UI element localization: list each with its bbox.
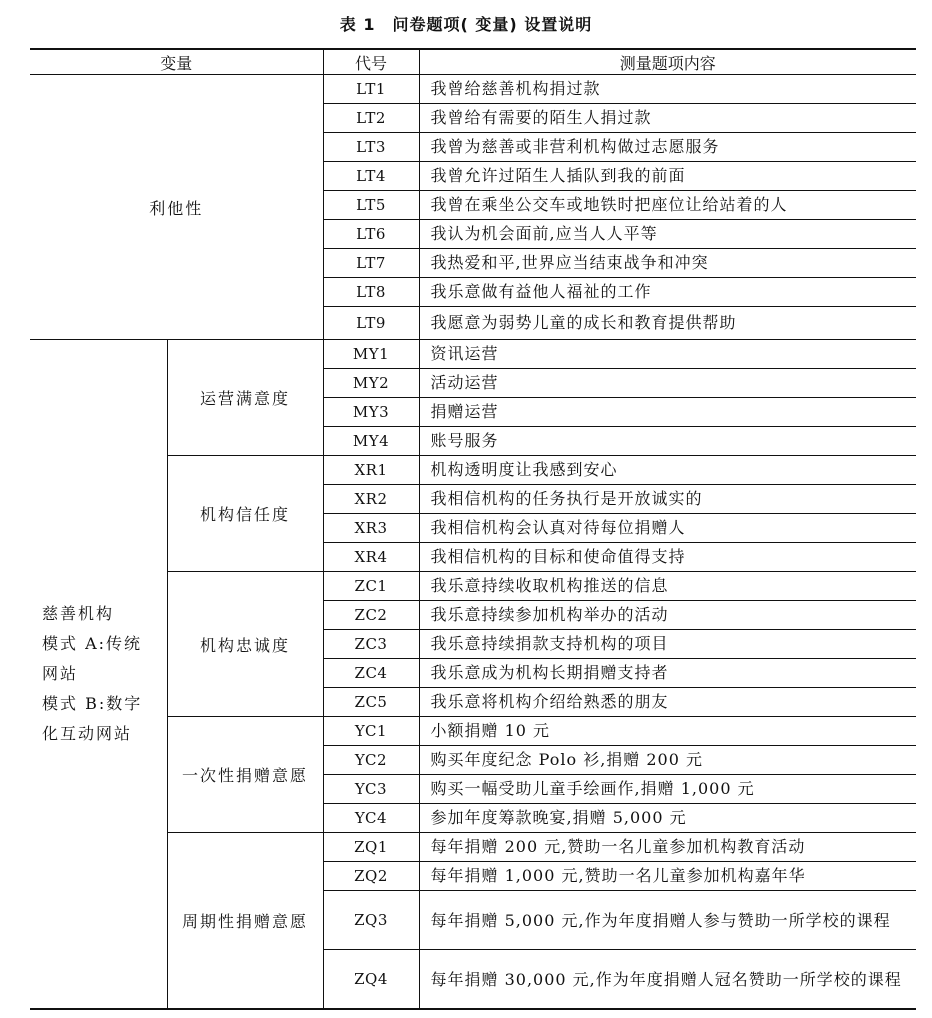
- item-code: XR2: [323, 485, 419, 514]
- item-code: LT7: [323, 249, 419, 278]
- item-text: 我乐意将机构介绍给熟悉的朋友: [419, 688, 916, 717]
- item-code: MY3: [323, 398, 419, 427]
- table-title: 表 1 问卷题项( 变量) 设置说明: [339, 15, 593, 34]
- item-text: 购买一幅受助儿童手绘画作,捐赠 1,000 元: [419, 775, 916, 804]
- item-code: YC4: [323, 804, 419, 833]
- variable-altruism: 利他性: [30, 75, 323, 340]
- item-code: MY4: [323, 427, 419, 456]
- item-text: 我愿意为弱势儿童的成长和教育提供帮助: [419, 307, 916, 340]
- table-row: [30, 340, 916, 369]
- item-text: 购买年度纪念 Polo 衫,捐赠 200 元: [419, 746, 916, 775]
- item-code: YC1: [323, 717, 419, 746]
- item-text: 每年捐赠 5,000 元,作为年度捐赠人参与赞助一所学校的课程: [419, 891, 916, 950]
- item-text: 我曾允许过陌生人插队到我的前面: [419, 162, 916, 191]
- table-row: [30, 75, 916, 104]
- variable-label-line: 化互动网站: [42, 724, 133, 743]
- item-code: ZC4: [323, 659, 419, 688]
- item-text: 捐赠运营: [419, 398, 916, 427]
- item-code: ZC2: [323, 601, 419, 630]
- variable-label-line: 模式 A:传统: [42, 634, 143, 653]
- group-label: 机构信任度: [167, 456, 323, 572]
- item-code: LT3: [323, 133, 419, 162]
- item-text: 小额捐赠 10 元: [419, 717, 916, 746]
- item-text: 我乐意持续捐款支持机构的项目: [419, 630, 916, 659]
- item-code: ZC3: [323, 630, 419, 659]
- item-code: ZQ4: [323, 950, 419, 1010]
- item-text: 我相信机构会认真对待每位捐赠人: [419, 514, 916, 543]
- item-code: YC3: [323, 775, 419, 804]
- table-body: [30, 75, 916, 1010]
- group-label: 机构忠诚度: [167, 572, 323, 717]
- group-label: 一次性捐赠意愿: [167, 717, 323, 833]
- questionnaire-table: [30, 48, 916, 1010]
- item-text: 我曾给有需要的陌生人捐过款: [419, 104, 916, 133]
- header-row: [30, 49, 916, 75]
- item-text: 我相信机构的目标和使命值得支持: [419, 543, 916, 572]
- item-code: LT4: [323, 162, 419, 191]
- item-text: 机构透明度让我感到安心: [419, 456, 916, 485]
- header-variable: 变量: [30, 49, 323, 75]
- group-label: 周期性捐赠意愿: [167, 833, 323, 1010]
- item-text: 每年捐赠 30,000 元,作为年度捐赠人冠名赞助一所学校的课程: [419, 950, 916, 1010]
- item-code: MY2: [323, 369, 419, 398]
- item-text: 每年捐赠 1,000 元,赞助一名儿童参加机构嘉年华: [419, 862, 916, 891]
- item-text: 我曾给慈善机构捐过款: [419, 75, 916, 104]
- variable-label-line: 慈善机构: [42, 604, 115, 623]
- item-code: LT2: [323, 104, 419, 133]
- item-code: XR3: [323, 514, 419, 543]
- item-text: 账号服务: [419, 427, 916, 456]
- item-text: 我乐意做有益他人福祉的工作: [419, 278, 916, 307]
- item-code: YC2: [323, 746, 419, 775]
- item-code: LT9: [323, 307, 419, 340]
- item-code: ZQ1: [323, 833, 419, 862]
- variable-charity-website: [30, 340, 167, 1010]
- item-text: 我曾为慈善或非营利机构做过志愿服务: [419, 133, 916, 162]
- item-code: LT1: [323, 75, 419, 104]
- item-code: LT6: [323, 220, 419, 249]
- item-text: 我乐意持续参加机构举办的活动: [419, 601, 916, 630]
- item-code: XR1: [323, 456, 419, 485]
- item-code: ZQ3: [323, 891, 419, 950]
- item-text: 每年捐赠 200 元,赞助一名儿童参加机构教育活动: [419, 833, 916, 862]
- item-text: 活动运营: [419, 369, 916, 398]
- item-text: 我相信机构的任务执行是开放诚实的: [419, 485, 916, 514]
- variable-label-line: 网站: [42, 664, 79, 683]
- item-text: 我乐意成为机构长期捐赠支持者: [419, 659, 916, 688]
- group-label: 运营满意度: [167, 340, 323, 456]
- item-text: 资讯运营: [419, 340, 916, 369]
- item-code: ZC5: [323, 688, 419, 717]
- header-content: 测量题项内容: [419, 49, 916, 75]
- item-text: 我乐意持续收取机构推送的信息: [419, 572, 916, 601]
- item-code: XR4: [323, 543, 419, 572]
- variable-label-line: 模式 B:数字: [42, 694, 143, 713]
- item-code: ZC1: [323, 572, 419, 601]
- item-text: 我热爱和平,世界应当结束战争和冲突: [419, 249, 916, 278]
- item-text: 参加年度筹款晚宴,捐赠 5,000 元: [419, 804, 916, 833]
- item-code: MY1: [323, 340, 419, 369]
- header-code: 代号: [323, 49, 419, 75]
- item-code: LT8: [323, 278, 419, 307]
- item-text: 我认为机会面前,应当人人平等: [419, 220, 916, 249]
- item-code: LT5: [323, 191, 419, 220]
- item-text: 我曾在乘坐公交车或地铁时把座位让给站着的人: [419, 191, 916, 220]
- item-code: ZQ2: [323, 862, 419, 891]
